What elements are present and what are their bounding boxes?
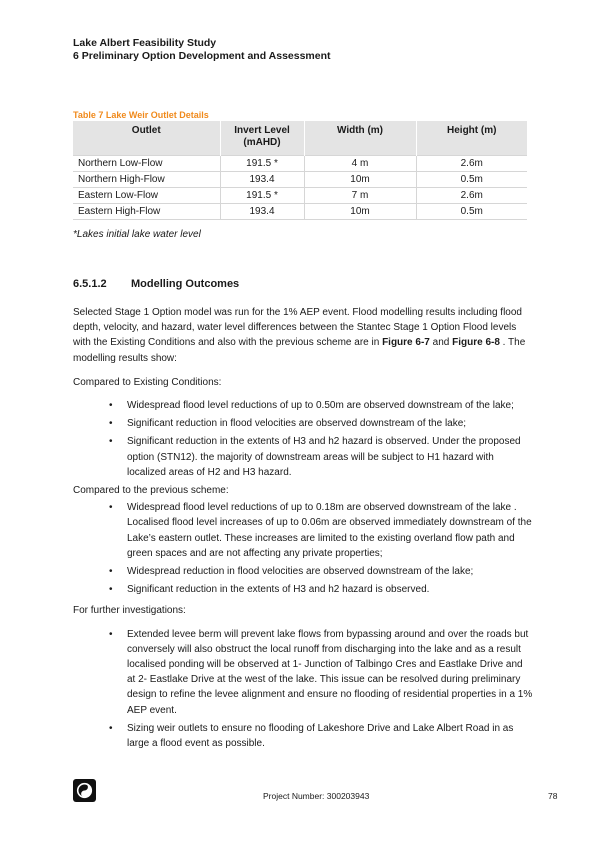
table-row bbox=[73, 156, 527, 172]
further-list bbox=[73, 627, 533, 752]
cell-invert-level: 193.4 bbox=[220, 172, 304, 188]
list-item: • Significant reduction in the extents of H3 and h2 hazard is observed. bbox=[127, 582, 533, 597]
table-row bbox=[73, 172, 527, 188]
list-item: • Extended levee berm will prevent lake flows from bypassing around and over the roads but conversely will also obstruct the local runoff from discharging into the lake and as a result localised ponding will be observed at 1- Junction of Talbingo Cres and Eastlake Drive and at 2- Eastlake Drive at the west of the lake. This issue can be resolved during preliminary design to refine the levee alignment and ensure no flooding of residential properties in a 1% AEP event. bbox=[127, 627, 533, 718]
section-title: Modelling Outcomes bbox=[131, 278, 240, 290]
cell-outlet: Eastern Low-Flow bbox=[73, 188, 220, 204]
cell-outlet: Northern High-Flow bbox=[73, 172, 220, 188]
page-number: 78 bbox=[548, 791, 558, 801]
table-header-row bbox=[73, 121, 527, 156]
header-chapter: 6 Preliminary Option Development and Assessment bbox=[73, 49, 331, 62]
cell-outlet: Northern Low-Flow bbox=[73, 156, 220, 172]
further-lead: For further investigations: bbox=[73, 605, 186, 617]
col-header-invert-level-line2: (mAHD) bbox=[243, 137, 281, 148]
existing-lead: Compared to Existing Conditions: bbox=[73, 376, 222, 388]
figure-ref-6-8: Figure 6-8 bbox=[452, 337, 500, 349]
table-row bbox=[73, 204, 527, 220]
intro-paragraph bbox=[73, 305, 533, 366]
body-text bbox=[73, 305, 533, 754]
previous-list bbox=[73, 500, 533, 597]
figure-ref-6-7: Figure 6-7 bbox=[382, 337, 430, 349]
list-item: • Widespread reduction in flood velocities are observed downstream of the lake; bbox=[127, 564, 533, 579]
list-item: • Sizing weir outlets to ensure no flooding of Lakeshore Drive and Lake Albert Road in as large a flood event as possible. bbox=[127, 721, 533, 751]
table-footnote: *Lakes initial lake water level bbox=[73, 229, 201, 240]
cell-invert-level: 191.5 * bbox=[220, 188, 304, 204]
col-header-invert-level-line1: Invert Level bbox=[234, 125, 290, 136]
cell-outlet: Eastern High-Flow bbox=[73, 204, 220, 220]
cell-width: 4 m bbox=[304, 156, 416, 172]
table-caption: Table 7 Lake Weir Outlet Details bbox=[73, 110, 209, 120]
list-item: • Widespread flood level reductions of up to 0.50m are observed downstream of the lake; bbox=[127, 398, 533, 413]
cell-height: 2.6m bbox=[416, 156, 527, 172]
list-item: • Significant reduction in the extents of H3 and h2 hazard is observed. Under the proposed option (STN12). the majority of downstream areas will be subject to H1 hazard with localized areas of H2 and H3 hazard. bbox=[127, 434, 533, 480]
project-number: Project Number: 300203943 bbox=[263, 791, 370, 801]
cell-width: 10m bbox=[304, 172, 416, 188]
cell-height: 2.6m bbox=[416, 188, 527, 204]
list-item: • Widespread flood level reductions of up to 0.18m are observed downstream of the lake . Localised flood level increases of up to 0.06m are observed immediately downstream of the Lake’s eastern outlet. These increases are limited to the existing overland flow path and green spaces and are not affecting any private properties; bbox=[127, 500, 533, 561]
col-header-outlet: Outlet bbox=[73, 121, 220, 156]
intro-and: and bbox=[429, 337, 453, 349]
cell-width: 7 m bbox=[304, 188, 416, 204]
col-header-invert-level bbox=[220, 121, 304, 156]
header-title: Lake Albert Feasibility Study bbox=[73, 37, 217, 49]
intro-text-2: . The modelling results show: bbox=[73, 337, 526, 364]
cell-invert-level: 193.4 bbox=[220, 204, 304, 220]
intro-text-1: Selected Stage 1 Option model was run for the 1% AEP event. Flood modelling results including flood depth, velocity, and hazard, water level differences between the Stantec Stage 1 Option Flood levels with the Existing Conditions and also with the previous scheme are in bbox=[73, 307, 522, 349]
cell-height: 0.5m bbox=[416, 172, 527, 188]
section-number: 6.5.1.2 bbox=[73, 278, 107, 290]
cell-width: 10m bbox=[304, 204, 416, 220]
col-header-height: Height (m) bbox=[416, 121, 527, 156]
table-row bbox=[73, 188, 527, 204]
logo-mark-icon bbox=[73, 779, 96, 802]
previous-lead: Compared to the previous scheme: bbox=[73, 485, 229, 497]
outlet-table bbox=[73, 121, 527, 220]
col-header-width: Width (m) bbox=[304, 121, 416, 156]
stantec-logo-icon bbox=[73, 779, 96, 802]
list-item: • Significant reduction in flood velocities are observed downstream of the lake; bbox=[127, 416, 533, 431]
running-header bbox=[73, 37, 331, 62]
existing-list bbox=[73, 398, 533, 480]
cell-invert-level: 191.5 * bbox=[220, 156, 304, 172]
cell-height: 0.5m bbox=[416, 204, 527, 220]
